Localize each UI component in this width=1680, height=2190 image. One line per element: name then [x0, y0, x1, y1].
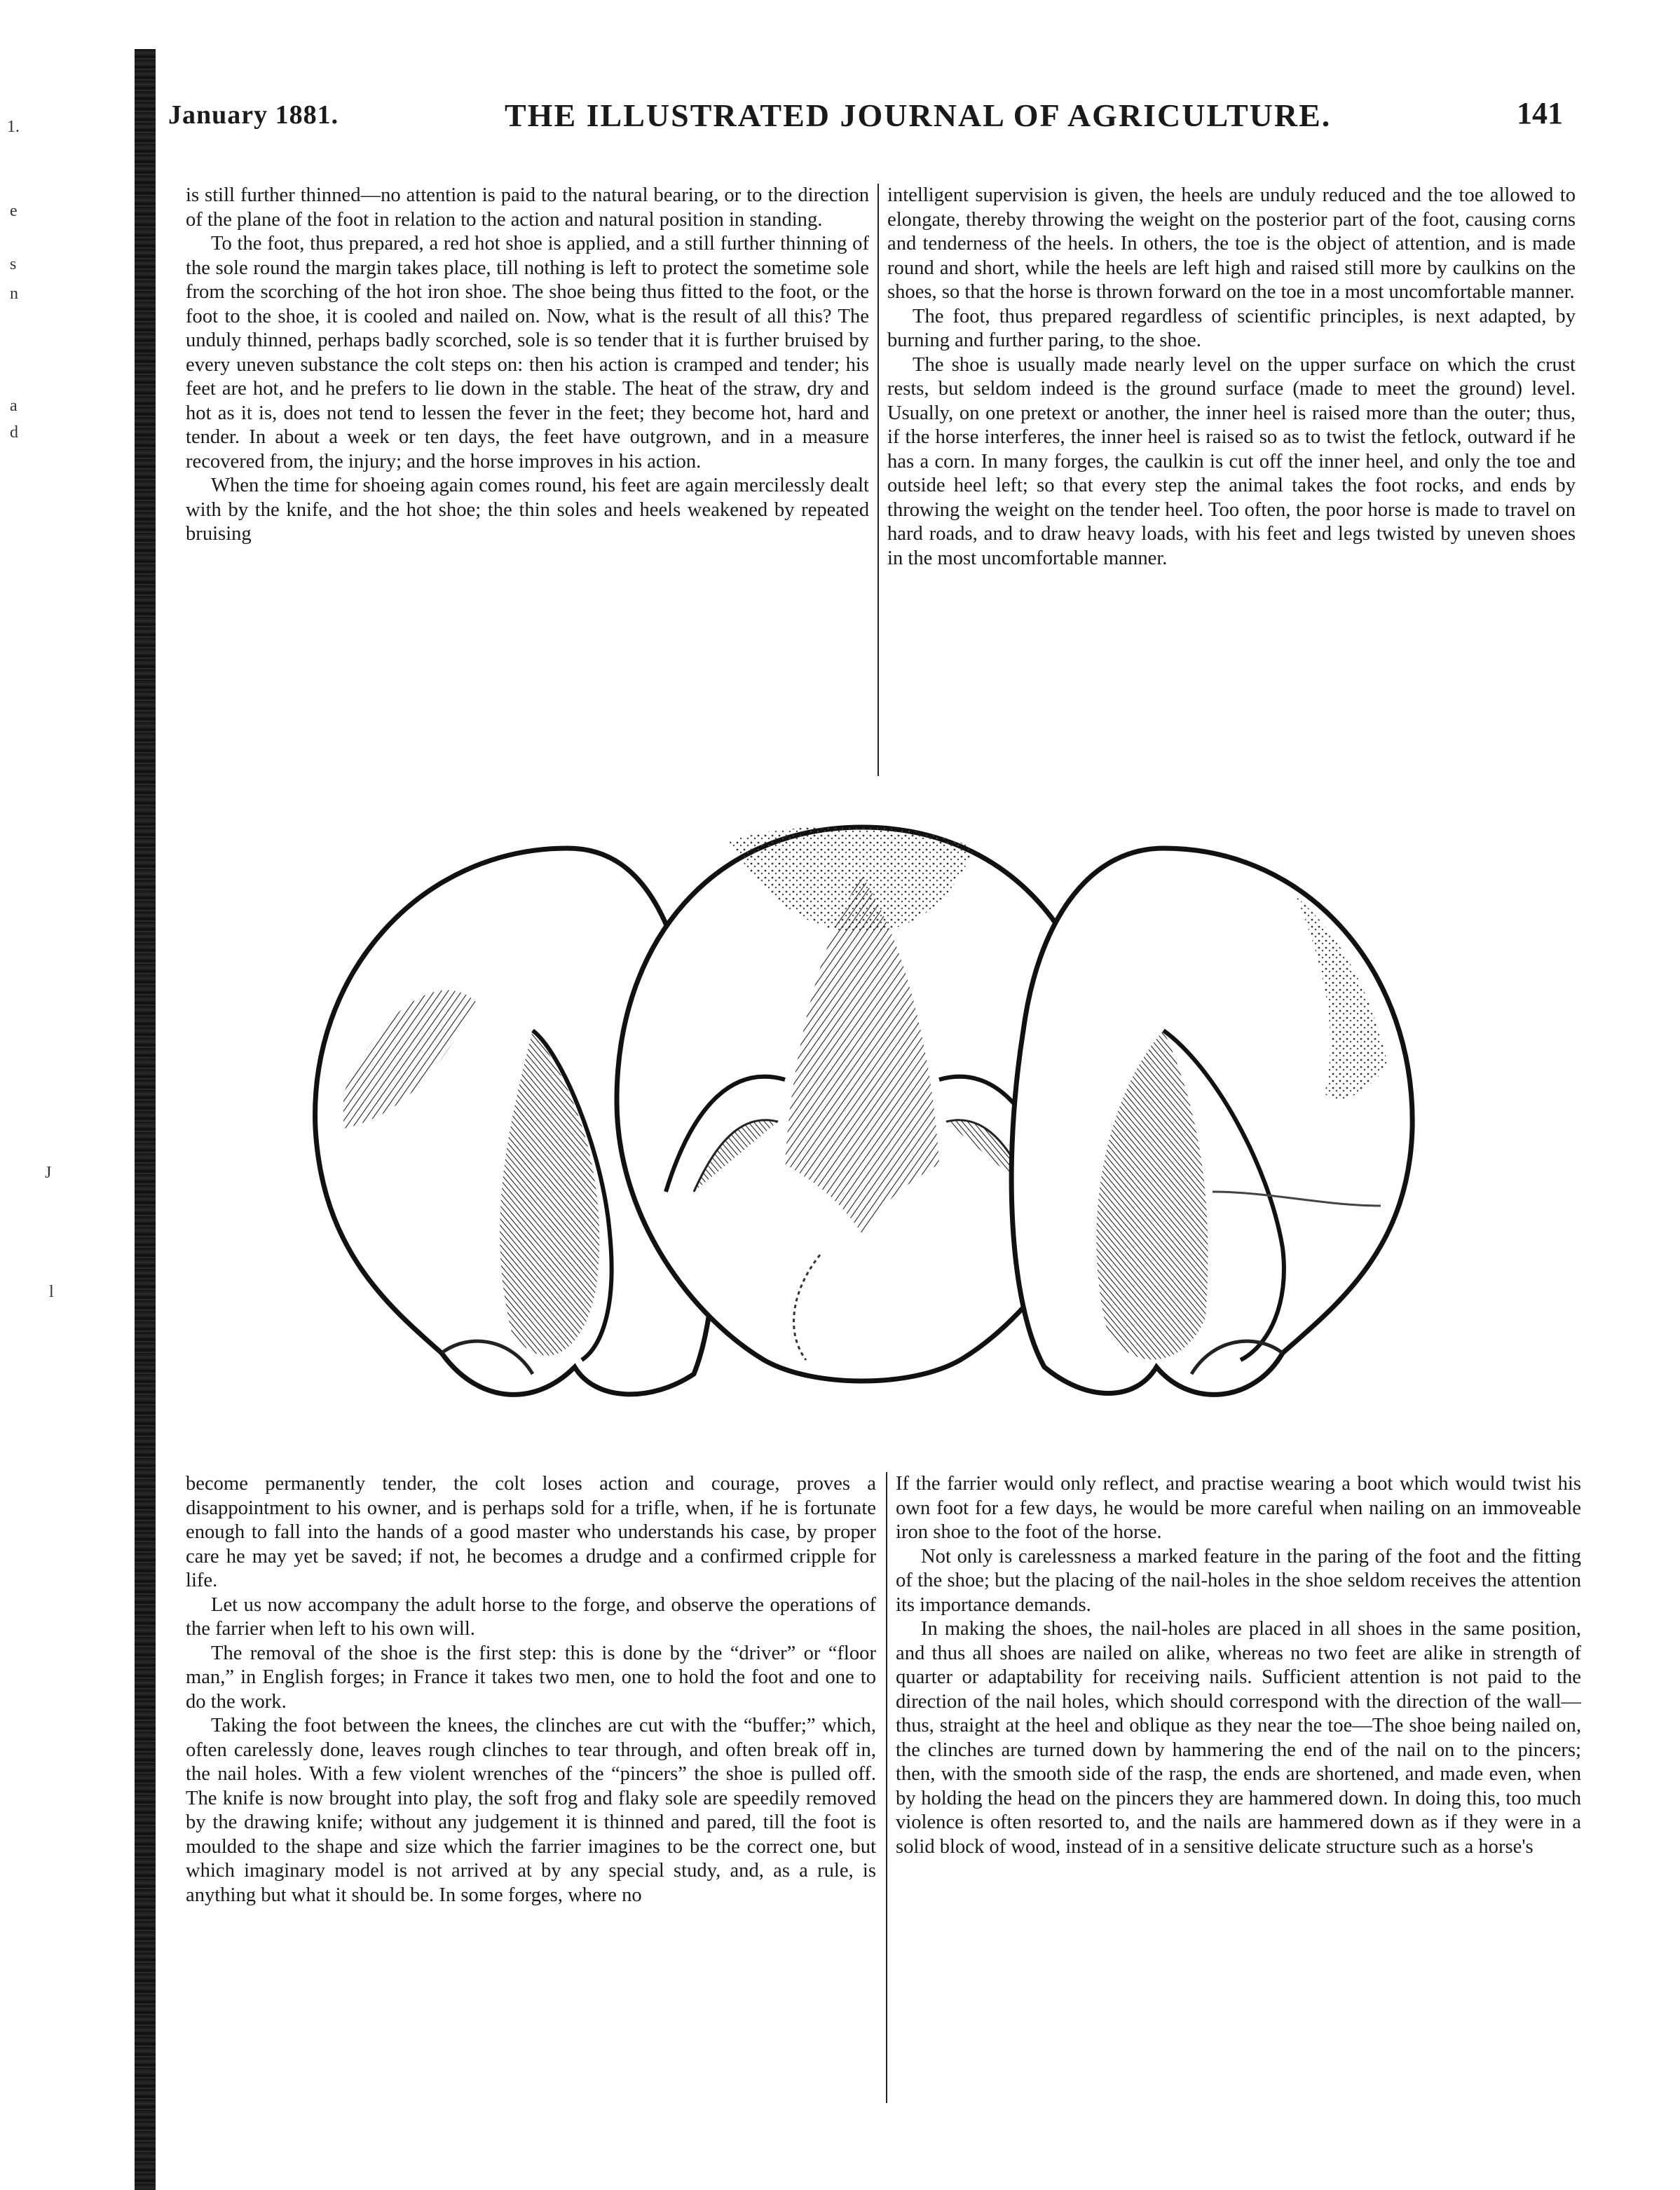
upper-right-column: [887, 184, 1576, 571]
margin-mark: a: [10, 397, 18, 415]
paragraph: Let us now accompany the adult horse to the forge, and observe the operations of the farrier when left to his own will.: [186, 1593, 876, 1640]
paragraph: become permanently tender, the colt loses action and courage, proves a disappointment to his owner, and is perhaps sold for a trifle, when, if he is fortunate enough to fall into the hands of a good master who understands his case, by proper care he may yet be saved; if not, he becomes a drudge and a confirmed cripple for life.: [186, 1473, 876, 1591]
margin-mark: e: [10, 202, 18, 220]
margin-mark: l: [49, 1283, 54, 1301]
margin-mark: s: [10, 255, 17, 273]
running-header: [168, 90, 1584, 139]
margin-mark: 1.: [7, 118, 20, 136]
binding-spine: [135, 49, 156, 2190]
right-hoof-sole: [1011, 848, 1412, 1394]
paragraph: The foot, thus prepared regardless of scientific principles, is next adapted, by burning and further paring, to the shoe.: [887, 305, 1576, 351]
column-rule: [877, 184, 879, 776]
paragraph: In making the shoes, the nail-holes are placed in all shoes in the same position, and thus all shoes are nailed on alike, whereas no two feet are alike in strength of quarter or adaptability for receiving nails. Sufficient attention is not paid to the direction of the nail holes, which should correspond with the direction of the wall—thus, straight at the heel and oblique as they near the toe—The shoe being nailed on, the clinches are turned down by hammering the end of the nail on to the pincers; then, with the smooth side of the rasp, the ends are shortened, and made even, when by holding the head on the pincers they are hammered down. In doing this, too much violence is often resorted to, and the nails are hammered down as if they were in a solid block of wood, instead of in a sensitive delicate structure such as a horse's: [896, 1618, 1581, 1858]
page-number: 141: [1517, 96, 1563, 130]
lower-right-column: [896, 1472, 1581, 1859]
paragraph: is still further thinned—no attention is paid to the natural bearing, or to the direction of the plane of the foot in relation to the action and natural position in standing.: [186, 184, 869, 231]
upper-left-column: [186, 184, 869, 547]
journal-title: THE ILLUSTRATED JOURNAL OF AGRICULTURE.: [505, 97, 1332, 133]
paragraph: Not only is carelessness a marked feature in the paring of the foot and the fitting of the shoe; but the placing of the nail-holes in the shoe seldom receives the attention its importance demands.: [896, 1545, 1581, 1616]
column-rule: [886, 1472, 887, 2103]
paragraph: When the time for shoeing again comes round, his feet are again mercilessly dealt with by the knife, and the hot shoe; the thin soles and heels weakened by repeated bruising: [186, 475, 869, 545]
margin-mark: J: [45, 1164, 52, 1182]
margin-mark: n: [10, 285, 18, 303]
paragraph: To the foot, thus prepared, a red hot shoe is applied, and a still further thinning of the sole round the margin takes place, till nothing is left to protect the sometime sole from the scorching of the hot iron shoe. The shoe being thus fitted to the foot, or the foot to the shoe, it is cooled and nailed on. Now, what is the result of all this? The unduly thinned, perhaps badly scorched, sole is so tender that it is further bruised by every uneven substance the colt steps on: then his action is cramped and tender; his feet are hot, and he prefers to lie down in the stable. The heat of the straw, dry and hot as it is, does not tend to lessen the fever in the feet; they become hot, hard and tender. In about a week or ten days, the feet have outgrown, and in a measure recovered from, the injury; and the horse improves in his action.: [186, 233, 869, 472]
lower-left-column: [186, 1472, 876, 1907]
paragraph: The shoe is usually made nearly level on the upper surface on which the crust rests, but seldom indeed is the ground surface (made to meet the ground) level. Usually, on one pretext or another, the inner heel is raised more than the outer; thus, if the horse interferes, the inner heel is raised so as to twist the fetlock, outward if he has a corn. In many forges, the caulkin is cut off the inner heel, and only the toe and outside heel left; so that every step the animal takes the foot rocks, and ends by throwing the weight on the tender heel. Too often, the poor horse is made to travel on hard roads, and to draw heavy loads, with his feet and legs twisted by uneven shoes in the most uncomfortable manner.: [887, 353, 1576, 569]
hoof-illustration: [301, 799, 1423, 1444]
paragraph: The removal of the shoe is the first step: this is done by the “driver” or “floor man,” in English forges; in France it takes two men, one to hold the foot and one to do the work.: [186, 1642, 876, 1713]
issue-date: January 1881.: [168, 100, 339, 130]
paragraph: intelligent supervision is given, the heels are unduly reduced and the toe allowed to elongate, thereby throwing the weight on the posterior part of the foot, causing corns and tenderness of the heels. In others, the toe is the object of attention, and is made round and short, while the heels are left high and raised still more by caulkins on the shoes, so that the horse is thrown forward on the toe in a most uncomfortable manner.: [887, 184, 1576, 303]
margin-mark: d: [10, 423, 18, 442]
paragraph: If the farrier would only reflect, and practise wearing a boot which would twist his own foot for a few days, he would be more careful when nailing on an immoveable iron shoe to the foot of the horse.: [896, 1473, 1581, 1543]
paragraph: Taking the foot between the knees, the clinches are cut with the “buffer;” which, often carelessly done, leaves rough clinches to tear through, and often break off in, the nail holes. With a few violent wrenches of the “pincers” the shoe is pulled off. The knife is now brought into play, the soft frog and flaky sole are speedily removed by the drawing knife; without any judgement it is thinned and pared, till the foot is moulded to the shape and size which the farrier imagines to be the correct one, but which imaginary model is not arrived at by any special study, and, as a rule, is anything but what it should be. In some forges, where no: [186, 1715, 876, 1906]
